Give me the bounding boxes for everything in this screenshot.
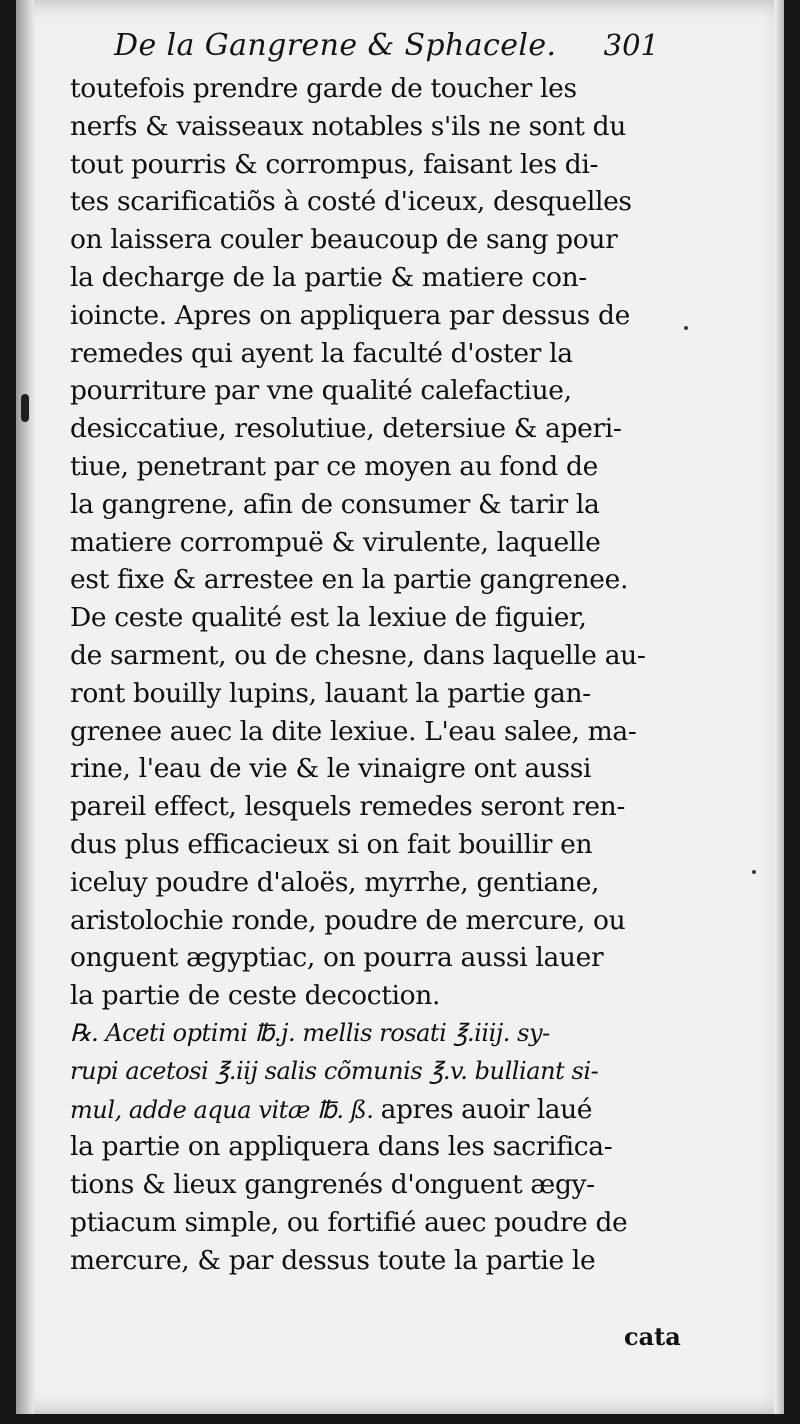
text-line: la decharge de la partie & matiere con- xyxy=(70,261,587,293)
text-line: tes scarificatiõs à costé d'iceux, desquelles xyxy=(70,186,632,218)
text-line: De ceste qualité est la lexiue de figuier, xyxy=(70,602,587,634)
text-line: matiere corrompuë & virulente, laquelle xyxy=(70,526,601,558)
body-text xyxy=(70,70,690,1280)
text-line: rine, l'eau de vie & le vinaigre ont aussi xyxy=(70,753,592,785)
text-line: ioincte. Apres on appliquera par dessus de xyxy=(70,299,630,331)
recipe-continuation: apres auoir laué xyxy=(380,1093,592,1125)
text-line: iceluy poudre d'aloës, myrrhe, gentiane, xyxy=(70,866,600,898)
recipe-line: mul, adde aqua vitæ ℔. ß. xyxy=(70,1095,374,1124)
ink-speck xyxy=(752,870,756,874)
text-line: on laissera couler beaucoup de sang pour xyxy=(70,224,618,256)
text-line: toutefois prendre garde de toucher les xyxy=(70,73,577,104)
running-head xyxy=(114,18,659,70)
text-line: dus plus efficacieux si on fait bouillir en xyxy=(70,828,593,860)
recipe-line: rupi acetosi ℥.iij salis cõmunis ℥.v. bulliant si- xyxy=(70,1056,599,1085)
text-line: remedes qui ayent la faculté d'oster la xyxy=(70,337,573,369)
text-line: la partie de ceste decoction. xyxy=(70,980,441,1012)
text-line: tions & lieux gangrenés d'onguent ægy- xyxy=(70,1169,595,1201)
binding-mark xyxy=(21,394,29,422)
text-line: la partie on appliquera dans les sacrifica- xyxy=(70,1131,613,1163)
catchword: cata xyxy=(624,1322,681,1351)
page-edge-shadow xyxy=(774,0,784,1414)
text-line: tiue, penetrant par ce moyen au fond de xyxy=(70,450,598,482)
page-number: 301 xyxy=(603,28,659,62)
text-line: desiccatiue, resolutiue, detersiue & aperi- xyxy=(70,413,622,445)
running-head-title: De la Gangrene & Sphacele. xyxy=(114,28,557,63)
text-line: grenee auec la dite lexiue. L'eau salee, ma- xyxy=(70,715,637,747)
text-line: la gangrene, afin de consumer & tarir la xyxy=(70,488,600,520)
recipe-line-final xyxy=(70,1091,690,1129)
text-line: nerfs & vaisseaux notables s'ils ne sont du xyxy=(70,110,626,142)
text-line: ptiacum simple, ou fortifié auec poudre de xyxy=(70,1206,628,1238)
text-line: mercure, & par dessus toute la partie le xyxy=(70,1244,596,1276)
text-line: onguent ægyptiac, on pourra aussi lauer xyxy=(70,942,604,974)
text-line: pourriture par vne qualité calefactiue, xyxy=(70,375,572,407)
text-line: tout pourris & corrompus, faisant les di- xyxy=(70,148,599,180)
book-page xyxy=(16,0,784,1414)
text-line: aristolochie ronde, poudre de mercure, ou xyxy=(70,904,626,936)
recipe-line: ℞. Aceti optimi ℔.j. mellis rosati ℥.iiij. sy- xyxy=(70,1018,550,1047)
text-line: est fixe & arrestee en la partie gangrenee. xyxy=(70,564,629,596)
text-line: de sarment, ou de chesne, dans laquelle au- xyxy=(70,639,646,671)
text-line: pareil effect, lesquels remedes seront ren- xyxy=(70,791,625,823)
page-gutter-shadow xyxy=(16,0,34,1414)
text-line: ront bouilly lupins, lauant la partie gan- xyxy=(70,677,591,709)
